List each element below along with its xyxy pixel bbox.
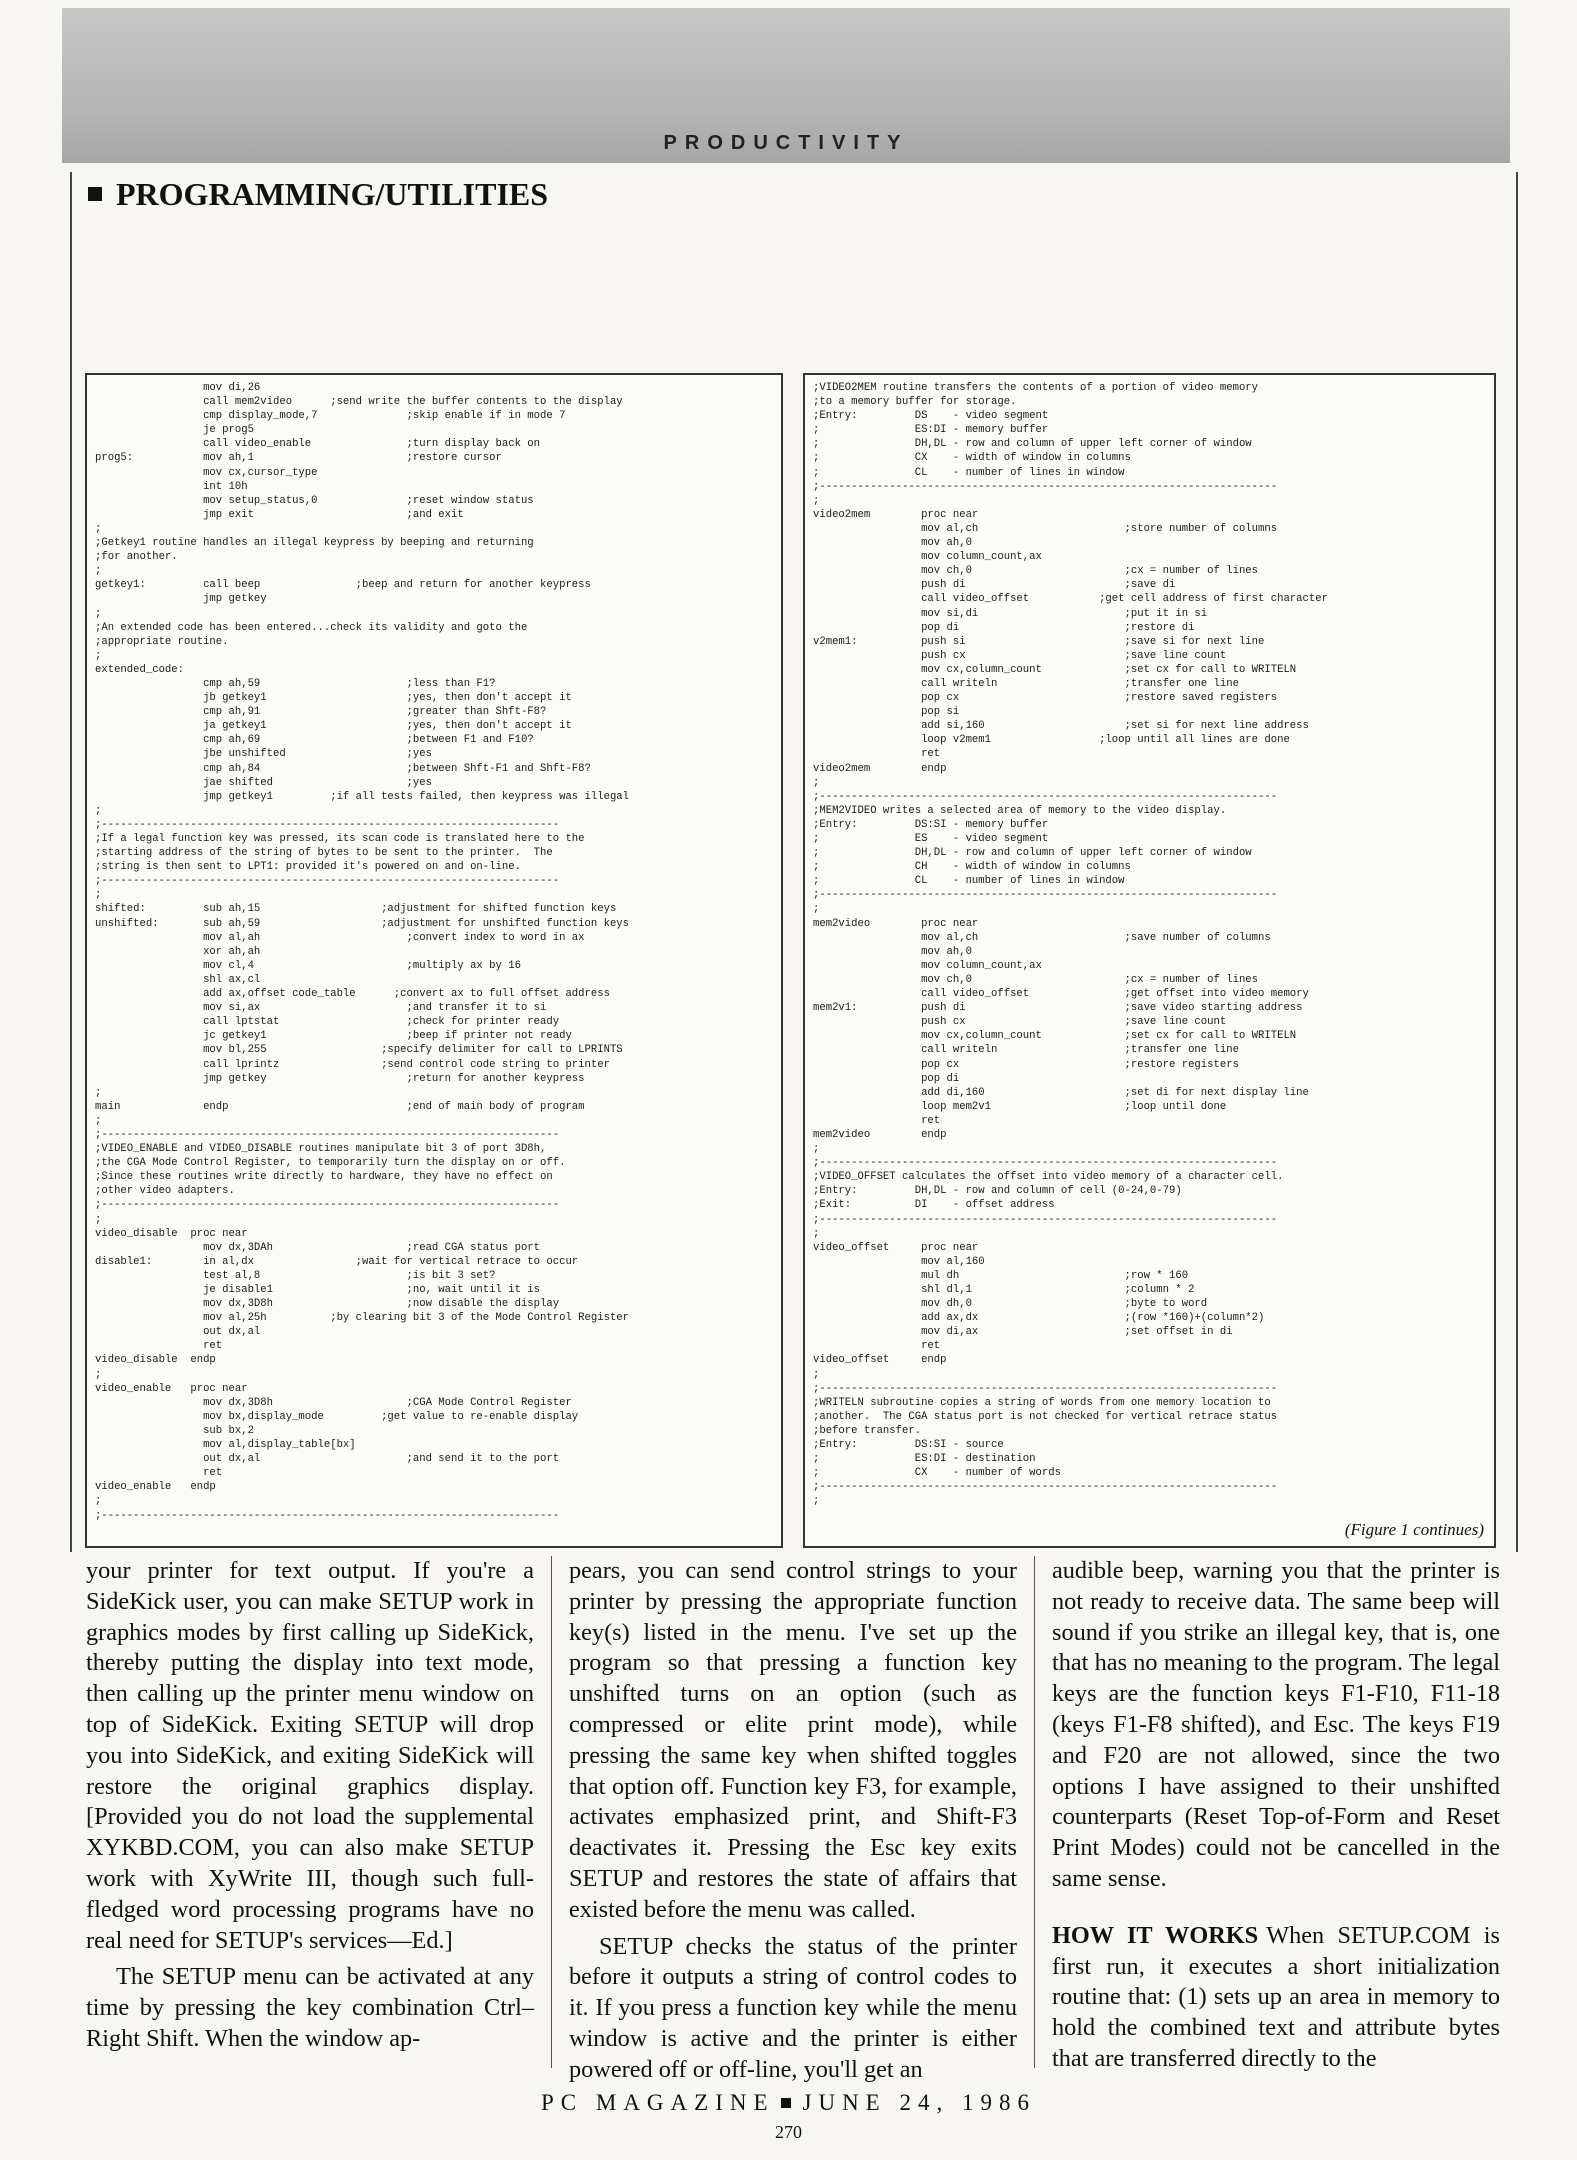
bullet-square-icon: [88, 187, 102, 201]
col2-paragraph-2: SETUP checks the status of the printer before it outputs a string of control codes to it. If you press a function key while the menu window is active and the printer is either powered off or off-line, you'll get an: [569, 1932, 1017, 2083]
header-band: [62, 8, 1510, 163]
page-footer: [0, 2090, 1577, 2116]
section-title: [88, 176, 548, 213]
code-listing-left: [85, 373, 783, 1548]
col1-paragraph-2: The SETUP menu can be activated at any time by pressing the key combination Ctrl–Right Shift. When the window ap-: [86, 1963, 534, 2052]
column-divider: [551, 1556, 552, 2068]
column-divider: [1034, 1556, 1035, 2068]
page-number: 270: [775, 2122, 802, 2142]
issue-date: JUNE 24, 1986: [802, 2090, 1036, 2115]
footer-square-icon: [781, 2098, 791, 2108]
figure-continues-note: (Figure 1 continues): [1344, 1520, 1484, 1539]
col2-paragraph-1: pears, you can send control strings to your printer by pressing the appropriate function key(s) listed in the menu. I've set up the program so that pressing a function key unshifted turns on an option (such as compressed or elite print mode), while pressing the same key when shifted toggles that option off. Function key F3, for example, activates emphasized print, and Shift-F3 deactivates it. Pressing the Esc key exits SETUP and restores the state of affairs that existed before the menu was called.: [569, 1557, 1017, 1923]
body-column-3: [1052, 1556, 1500, 2072]
code-left-text: mov di,26 call mem2video ;send write the buffer contents to the display cmp display_mode,7 ;skip enable if in mode 7 je prog5 call video_enable ;turn display back on prog5: mov ah,1 ;restore cursor mov cx,cursor_type int 10h mov setup_status,0 ;reset window status jmp exit ;and exit ; ;Getkey1 routine handles an illegal keypress by beeping and returning ;for another. ; getkey1: call beep ;beep and return for another keypress jmp getkey ; ;An extended code has been entered...check its validity and goto the ;appropriate routine. ; extended_code: cmp ah,59 ;less than F1? jb getkey1 ;yes, then don't accept it cmp ah,91 ;greater than Shft-F8? ja getkey1 ;yes, then don't accept it cmp ah,69 ;between F1 and F10? jbe unshifted ;yes cmp ah,84 ;between Shft-F1 and Shft-F8? jae shifted ;yes jmp getkey1 ;if all tests failed, then keypress was illegal ; ;------------------------------------------------------------------------ ;If a legal function key was pressed, its scan code is translated here to the ;starting address of the string of bytes to be sent to the printer. The ;string is then sent to LPT1: provided it's powered on and on-line. ;------------------------------------------------------------------------ ; shifted: sub ah,15 ;adjustment for shifted function keys unshifted: sub ah,59 ;adjustment for unshifted function keys mov al,ah ;convert index to word in ax xor ah,ah mov cl,4 ;multiply ax by 16 shl ax,cl add ax,offset code_table ;convert ax to full offset address mov si,ax ;and transfer it to si call lptstat ;check for printer ready jc getkey1 ;beep if printer not ready mov bl,255 ;specify delimiter for call to LPRINTS call lprintz ;send control code string to printer jmp getkey ;return for another keypress ; main endp ;end of main body of program ; ;------------------------------------------------------------------------ ;VIDEO_ENABLE and VIDEO_DISABLE routines manipulate bit 3 of port 3D8h, ;the CGA Mode Control Register, to temporarily turn the display on or off. ;Since these routines write directly to hardware, they have no effect on ;other video adapters. ;------------------------------------------------------------------------ ; video_disable proc near mov dx,3DAh ;read CGA status port disable1: in al,dx ;wait for vertical retrace to occur test al,8 ;is bit 3 set? je disable1 ;no, wait until it is mov dx,3D8h ;now disable the display mov al,25h ;by clearing bit 3 of the Mode Control Register out dx,al ret video_disable endp ; video_enable proc near mov dx,3D8h ;CGA Mode Control Register mov bx,display_mode ;get value to re-enable display sub bx,2 mov al,display_table[bx] out dx,al ;and send it to the port ret video_enable endp ; ;------------------------------------------------------------------------: [95, 382, 630, 1522]
how-it-works-heading: HOW IT WORKS: [1052, 1921, 1259, 1949]
section-title-text: PROGRAMMING/UTILITIES: [116, 176, 549, 212]
code-right-text: ;VIDEO2MEM routine transfers the contents of a portion of video memory ;to a memory buffer for storage. ;Entry: DS - video segment ; ES:DI - memory buffer ; DH,DL - row and column of upper left corner of window ; CX - width of window in columns ; CL - number of lines in window ;------------------------------------------------------------------------ ; video2mem proc near mov al,ch ;store number of columns mov ah,0 mov column_count,ax mov ch,0 ;cx = number of lines push di ;save di call video_offset ;get cell address of first character mov si,di ;put it in si pop di ;restore di v2mem1: push si ;save si for next line push cx ;save line count mov cx,column_count ;set cx for call to WRITELN call writeln ;transfer one line pop cx ;restore saved registers pop si add si,160 ;set si for next line address loop v2mem1 ;loop until all lines are done ret video2mem endp ; ;------------------------------------------------------------------------ ;MEM2VIDEO writes a selected area of memory to the video display. ;Entry: DS:SI - memory buffer ; ES - video segment ; DH,DL - row and column of upper left corner of window ; CH - width of window in columns ; CL - number of lines in window ;------------------------------------------------------------------------ ; mem2video proc near mov al,ch ;save number of columns mov ah,0 mov column_count,ax mov ch,0 ;cx = number of lines call video_offset ;get offset into video memory mem2v1: push di ;save video starting address push cx ;save line count mov cx,column_count ;set cx for call to WRITELN call writeln ;transfer one line pop cx ;restore registers pop di add di,160 ;set di for next display line loop mem2v1 ;loop until done ret mem2video endp ; ;------------------------------------------------------------------------ ;VIDEO_OFFSET calculates the offset into video memory of a character cell. ;Entry: DH,DL - row and column of cell (0-24,0-79) ;Exit: DI - offset address ;------------------------------------------------------------------------ ; video_offset proc near mov al,160 mul dh ;row * 160 shl dl,1 ;column * 2 mov dh,0 ;byte to word add ax,dx ;(row *160)+(column*2) mov di,ax ;set offset in di ret video_offset endp ; ;------------------------------------------------------------------------ ;WRITELN subroutine copies a string of words from one memory location to ;another. The CGA status port is not checked for vertical retrace status ;before transfer. ;Entry: DS:SI - source ; ES:DI - destination ; CX - number of words ;------------------------------------------------------------------------ ;: [813, 382, 1328, 1508]
col3-paragraph-2: [1052, 1921, 1500, 2075]
col1-paragraph-1: your printer for text output. If you're a SideKick user, you can make SETUP work in graphics modes by first calling up SideKick, thereby putting the display into text mode, then calling up the printer menu window on top of SideKick. Exiting SETUP will drop you into SideKick, and exiting SideKick will restore the original graphics display. [Provided you do not load the supplemental XYKBD.COM, you can also make SETUP work with XyWrite III, though such full-fledged word processing programs have no real need for SETUP's services—Ed.]: [86, 1557, 534, 1954]
col3-paragraph-2-text: When SETUP.COM is first run, it executes a short initialization routine that: (1) sets up an area in memory to hold the combined text and attribute bytes that are transferred directly to the: [1052, 1921, 1500, 2072]
code-listing-right: [803, 373, 1496, 1548]
col3-paragraph-1: audible beep, warning you that the printer is not ready to receive data. The same beep will sound if you strike an illegal key, that is, one that has no meaning to the program. The legal keys are the function keys F1-F10, F11-18 (keys F1-F8 shifted), and Esc. The keys F19 and F20 are not allowed, since the two options I have assigned to their unshifted counterparts (Reset Top-of-Form and Reset Print Modes) could not be cancelled in the same sense.: [1052, 1557, 1500, 1892]
body-column-1: [86, 1556, 534, 2068]
body-column-2: [569, 1556, 1017, 2083]
section-label: PRODUCTIVITY: [663, 132, 909, 154]
magazine-name: PC MAGAZINE: [540, 2090, 775, 2115]
